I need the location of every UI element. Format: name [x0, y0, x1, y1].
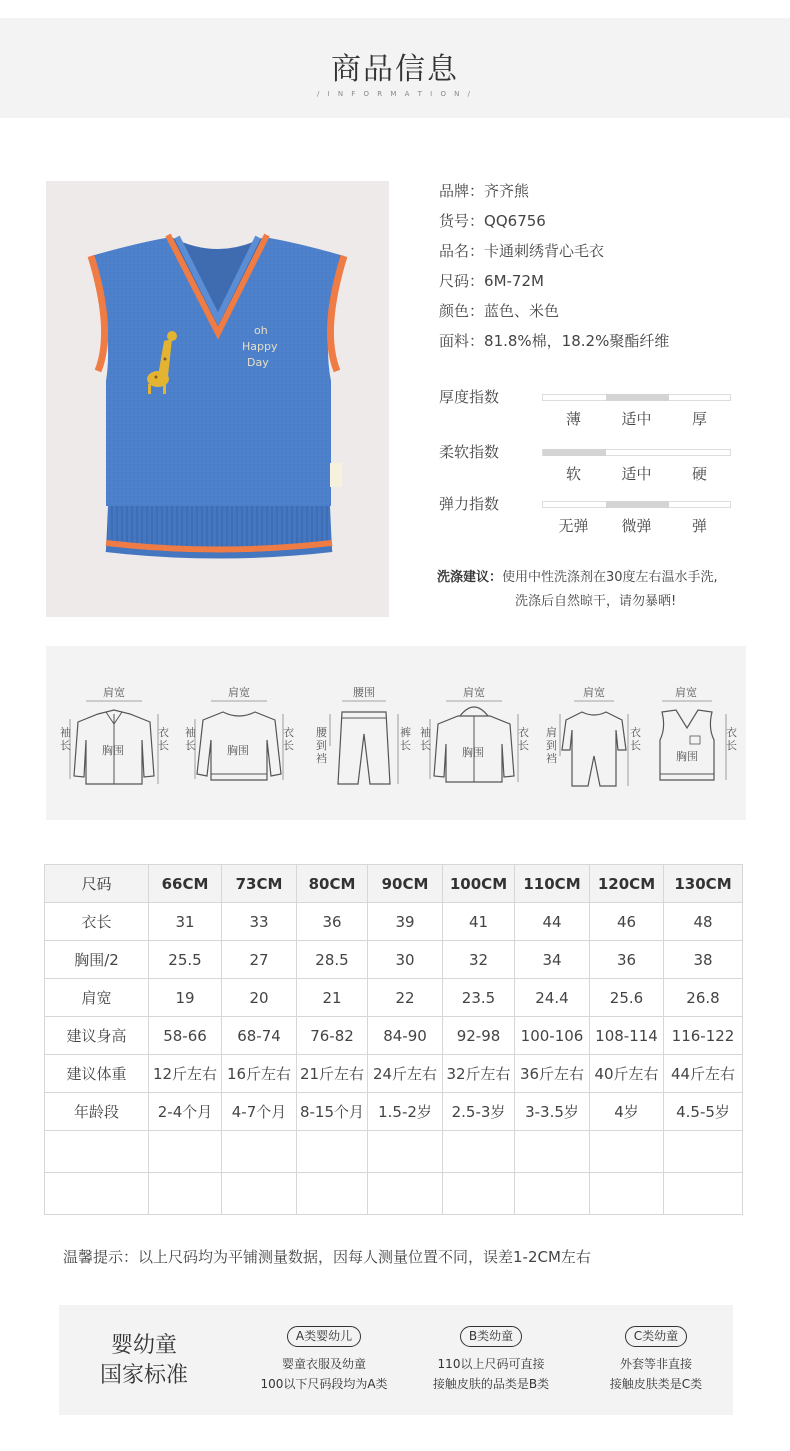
diagram-top-label: 肩宽 — [103, 686, 125, 699]
table-cell: 92-98 — [443, 1017, 515, 1055]
attr-label: 尺码 — [439, 272, 470, 290]
diagram-mid-label: 胸围 — [462, 746, 484, 759]
standard-class-c — [581, 1325, 731, 1394]
diagram-mid-label: 胸围 — [102, 744, 124, 757]
table-header-cell: 73CM — [222, 865, 297, 903]
table-cell: 2.5-3岁 — [443, 1093, 515, 1131]
table-header-cell: 80CM — [297, 865, 368, 903]
table-row — [45, 903, 743, 941]
index-tick: 薄 — [565, 410, 581, 428]
standards-title-line-2: 国家标准 — [99, 1363, 188, 1388]
table-cell: 19 — [149, 979, 222, 1017]
class-desc-line-2: 接触皮肤的品类是B类 — [432, 1377, 550, 1391]
attr-value: 蓝色、米色 — [484, 302, 560, 320]
table-cell: 3-3.5岁 — [515, 1093, 590, 1131]
table-cell: 16斤左右 — [222, 1055, 297, 1093]
softness-index — [439, 441, 739, 491]
table-cell: 116-122 — [664, 1017, 743, 1055]
table-cell: 25.6 — [590, 979, 664, 1017]
sweater-icon — [183, 684, 295, 794]
diagram-left-label: 袖长 — [60, 726, 71, 752]
diagram-top-label: 腰围 — [353, 686, 375, 699]
washing-label: 洗涤建议： — [437, 570, 503, 585]
table-header-cell: 尺码 — [45, 865, 149, 903]
class-desc-line-1: 婴童衣服及幼童 — [281, 1357, 366, 1371]
diagram-right-label: 衣长 — [630, 726, 641, 752]
attr-value: 卡通刺绣背心毛衣 — [484, 242, 605, 260]
table-cell: 46 — [590, 903, 664, 941]
table-row — [45, 1017, 743, 1055]
section-header — [0, 18, 790, 118]
table-cell: 34 — [515, 941, 590, 979]
table-cell: 44斤左右 — [664, 1055, 743, 1093]
embroidery-text-1: oh — [254, 324, 268, 337]
diagram-top-label: 肩宽 — [583, 686, 605, 699]
table-cell: 38 — [664, 941, 743, 979]
measurement-tip: 温馨提示：以上尺码均为平铺测量数据，因每人测量位置不同，误差1-2CM左右 — [63, 1248, 591, 1266]
index-tick: 厚 — [691, 410, 707, 428]
hoodie-icon — [418, 684, 530, 794]
table-cell: 108-114 — [590, 1017, 664, 1055]
attr-value: QQ6756 — [484, 212, 546, 230]
size-table — [44, 864, 743, 1215]
attr-value: 6M-72M — [484, 272, 544, 290]
table-cell: 26.8 — [664, 979, 743, 1017]
diagram-top-label: 肩宽 — [463, 686, 485, 699]
table-cell: 48 — [664, 903, 743, 941]
index-tick: 无弹 — [558, 517, 589, 535]
attr-color: 颜色：蓝色、米色 — [439, 302, 560, 320]
product-photo — [46, 181, 389, 617]
table-row — [45, 979, 743, 1017]
table-cell: 24.4 — [515, 979, 590, 1017]
table-cell: 40斤左右 — [590, 1055, 664, 1093]
attr-brand: 品牌：齐齐熊 — [439, 182, 530, 200]
standard-class-b — [416, 1325, 566, 1394]
embroidery-text-2: Happy — [242, 340, 278, 353]
attr-item-no: 货号：QQ6756 — [439, 212, 546, 230]
table-cell: 肩宽 — [45, 979, 149, 1017]
table-cell: 24斤左右 — [368, 1055, 443, 1093]
class-badge: C类幼童 — [625, 1326, 687, 1347]
table-cell: 1.5-2岁 — [368, 1093, 443, 1131]
table-cell: 衣长 — [45, 903, 149, 941]
table-header-cell: 120CM — [590, 865, 664, 903]
index-segment — [543, 394, 606, 401]
diagram-right-label: 衣长 — [283, 726, 294, 752]
table-cell: 28.5 — [297, 941, 368, 979]
table-cell: 32 — [443, 941, 515, 979]
diagram-right-label: 衣长 — [158, 726, 169, 752]
table-cell: 20 — [222, 979, 297, 1017]
class-badge: B类幼童 — [460, 1326, 522, 1347]
class-badge: A类婴幼儿 — [287, 1326, 361, 1347]
table-cell: 4-7个月 — [222, 1093, 297, 1131]
shirt-icon — [58, 684, 170, 794]
table-cell: 31 — [149, 903, 222, 941]
table-cell: 100-106 — [515, 1017, 590, 1055]
table-cell: 22 — [368, 979, 443, 1017]
table-header-row — [45, 865, 743, 903]
diagram-vest — [630, 684, 742, 794]
measurement-diagrams — [46, 646, 746, 820]
washing-line-1: 使用中性洗涤剂在30度左右温水手洗, — [502, 570, 718, 585]
attr-label: 面料 — [439, 332, 470, 350]
table-cell: 36 — [590, 941, 664, 979]
index-segment-selected — [606, 394, 669, 401]
table-cell: 76-82 — [297, 1017, 368, 1055]
index-segment — [543, 501, 606, 508]
diagram-hoodie — [418, 684, 530, 794]
attr-label: 颜色 — [439, 302, 470, 320]
thickness-index — [439, 386, 739, 436]
attr-size: 尺码：6M-72M — [439, 272, 544, 290]
index-tick: 软 — [565, 465, 581, 483]
table-cell: 8-15个月 — [297, 1093, 368, 1131]
attr-fabric: 面料：81.8%棉，18.2%聚酯纤维 — [439, 332, 670, 350]
diagram-left-label: 袖长 — [185, 726, 196, 752]
index-tick: 适中 — [621, 410, 652, 428]
diagram-mid-label: 胸围 — [676, 750, 698, 763]
diagram-left-label: 袖长 — [420, 726, 431, 752]
index-segment — [669, 394, 732, 401]
index-tick: 适中 — [621, 465, 652, 483]
index-segment-selected — [606, 501, 669, 508]
standards-title — [89, 1331, 199, 1391]
index-bar — [542, 449, 731, 456]
vest-illustration — [46, 181, 389, 617]
table-cell: 68-74 — [222, 1017, 297, 1055]
diagram-sweater — [183, 684, 295, 794]
table-header-cell: 130CM — [664, 865, 743, 903]
national-standards — [59, 1305, 733, 1415]
section-title: 商品信息 — [331, 52, 459, 87]
index-bar — [542, 394, 731, 401]
table-cell: 58-66 — [149, 1017, 222, 1055]
table-header-cell: 66CM — [149, 865, 222, 903]
attr-value: 81.8%棉，18.2%聚酯纤维 — [484, 332, 670, 350]
tag-icon — [330, 463, 342, 487]
table-row-empty — [45, 1131, 743, 1173]
table-cell: 建议体重 — [45, 1055, 149, 1093]
table-cell: 36 — [297, 903, 368, 941]
class-desc-line-2: 接触皮肤类是C类 — [609, 1377, 703, 1391]
table-cell: 44 — [515, 903, 590, 941]
table-row — [45, 941, 743, 979]
table-row-empty — [45, 1173, 743, 1215]
table-cell: 4岁 — [590, 1093, 664, 1131]
table-row — [45, 1055, 743, 1093]
table-cell: 年龄段 — [45, 1093, 149, 1131]
index-segment — [669, 449, 732, 456]
elasticity-index — [439, 493, 739, 543]
table-cell: 84-90 — [368, 1017, 443, 1055]
product-attributes — [439, 180, 769, 360]
diagram-left-label: 腰到裆 — [316, 726, 327, 765]
diagram-right-label: 衣长 — [518, 726, 529, 752]
washing-advice — [437, 566, 767, 614]
diagram-left-label: 肩到裆 — [546, 726, 557, 765]
table-header-cell: 110CM — [515, 865, 590, 903]
diagram-top-label: 肩宽 — [675, 686, 697, 699]
index-tick: 微弹 — [621, 517, 652, 535]
diagram-mid-label: 胸围 — [227, 744, 249, 757]
table-cell: 25.5 — [149, 941, 222, 979]
attr-product-name: 品名：卡通刺绣背心毛衣 — [439, 242, 605, 260]
index-label: 柔软指数 — [439, 443, 500, 461]
index-bar — [542, 501, 731, 508]
table-header-cell: 100CM — [443, 865, 515, 903]
table-cell: 30 — [368, 941, 443, 979]
table-cell: 39 — [368, 903, 443, 941]
table-cell: 12斤左右 — [149, 1055, 222, 1093]
standards-title-line-1: 婴幼童 — [110, 1333, 177, 1358]
table-cell: 32斤左右 — [443, 1055, 515, 1093]
index-segment — [606, 449, 669, 456]
embroidery-text-3: Day — [247, 356, 269, 369]
table-cell: 33 — [222, 903, 297, 941]
table-cell: 21斤左右 — [297, 1055, 368, 1093]
index-segment-selected — [543, 449, 606, 456]
attr-label: 品名 — [439, 242, 470, 260]
table-cell: 4.5-5岁 — [664, 1093, 743, 1131]
section-subtitle: / I N F O R M A T I O N / — [316, 90, 474, 98]
table-cell: 23.5 — [443, 979, 515, 1017]
attr-label: 品牌 — [439, 182, 470, 200]
washing-line-2: 洗涤后自然晾干，请勿暴晒! — [515, 594, 677, 609]
table-cell: 建议身高 — [45, 1017, 149, 1055]
index-label: 厚度指数 — [439, 388, 500, 406]
attr-label: 货号 — [439, 212, 470, 230]
diagram-right-label: 衣长 — [726, 726, 737, 752]
index-tick: 弹 — [691, 517, 707, 535]
class-desc-line-1: 外套等非直接 — [619, 1357, 692, 1371]
table-cell: 2-4个月 — [149, 1093, 222, 1131]
table-cell: 36斤左右 — [515, 1055, 590, 1093]
diagram-pants — [308, 684, 420, 794]
class-desc-line-2: 100以下尺码段均为A类 — [260, 1377, 388, 1391]
attr-value: 齐齐熊 — [484, 182, 530, 200]
table-header-cell: 90CM — [368, 865, 443, 903]
table-cell: 41 — [443, 903, 515, 941]
index-label: 弹力指数 — [439, 495, 500, 513]
index-segment — [669, 501, 732, 508]
diagram-top-label: 肩宽 — [228, 686, 250, 699]
diagram-shirt — [58, 684, 170, 794]
class-desc-line-1: 110以上尺码可直接 — [437, 1357, 545, 1371]
diagram-right-label: 裤长 — [400, 726, 411, 752]
table-cell: 21 — [297, 979, 368, 1017]
index-tick: 硬 — [691, 465, 707, 483]
table-cell: 27 — [222, 941, 297, 979]
table-row — [45, 1093, 743, 1131]
table-cell: 胸围/2 — [45, 941, 149, 979]
standard-class-a — [249, 1325, 399, 1394]
